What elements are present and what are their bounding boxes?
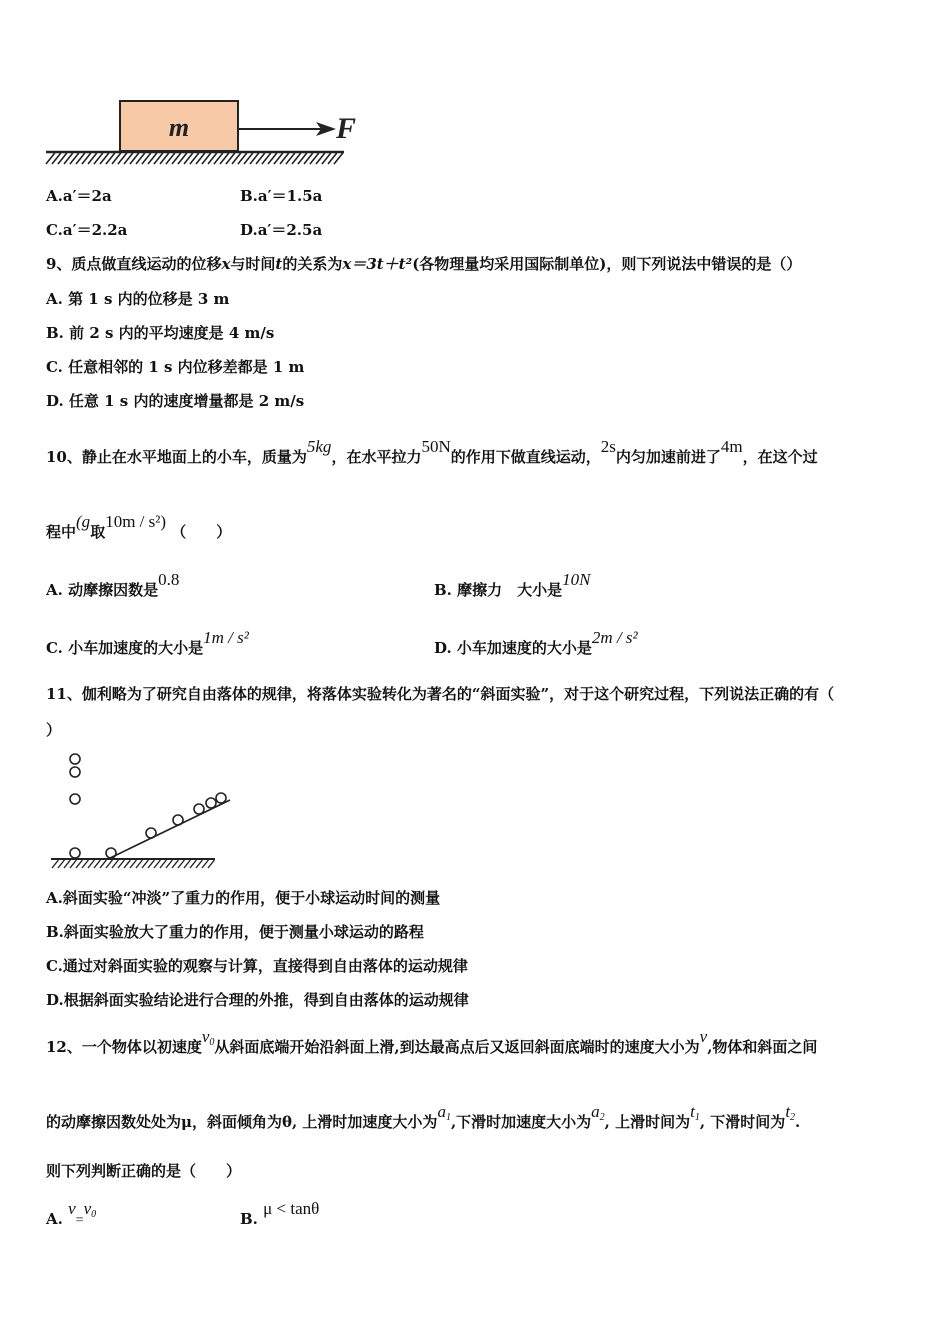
q11-stem-line2: ） [46,721,62,739]
rolling-ball-2 [146,828,156,838]
q10-option-b-label: B. 摩擦力 大小是 [434,581,563,599]
q12-a2-sub: 2 [599,1112,605,1123]
q8-option-b[interactable]: B.a′＝1.5a [240,187,323,205]
hatch-mark [118,860,124,868]
q12-option-b-label: B. [240,1210,258,1228]
q9-option-c[interactable]: C. 任意相邻的 1 s 内位移差都是 1 m [46,358,305,376]
q10-option-a[interactable] [46,570,180,600]
q9-stem-post: (各物理量均采用国际制单位)，则下列说法中错误的是（） [412,255,802,273]
q12-v0-symbol: v [201,1027,210,1046]
q10-option-d-value: 2m / s² [591,628,638,647]
q12-option-b[interactable] [240,1199,320,1229]
q10-stem-3: 的作用下做直线运动， [450,448,601,466]
falling-ball-3 [70,794,80,804]
q12-a2-symbol: a [591,1102,600,1121]
hatch-mark [196,860,202,868]
q10-option-c-label: C. 小车加速度的大小是 [46,639,204,657]
q9-var-t: t [275,255,283,273]
falling-ball-1 [70,754,80,764]
q10-option-d[interactable] [434,628,638,658]
hatch-mark [64,860,70,868]
q10-stem-4: 内匀加速前进了 [615,448,721,466]
rolling-ball-5 [206,798,216,808]
q10-dist: 4m [720,437,743,456]
hatch-mark [82,860,88,868]
q12-t1-sub: 1 [694,1112,700,1123]
q12-line2-c: , 上滑时间为 [604,1113,691,1131]
q10-mass: 5kg [306,437,332,456]
q12-a1 [437,1102,451,1121]
hatch-mark [142,860,148,868]
q12-a2 [591,1102,605,1121]
hatch-mark [184,860,190,868]
q12-t1-symbol: t [690,1102,695,1121]
q12-t2-sub: 2 [790,1112,796,1123]
hatch-mark [136,860,142,868]
q10-stem-5: ，在这个过 [742,448,818,466]
q12-line2-a: 的动摩擦因数处处为μ，斜面倾角为θ, 上滑时加速度大小为 [46,1113,438,1131]
q10-line2-pre: 程中 [46,523,77,541]
q10-option-b[interactable] [434,570,591,600]
q12-stem-2: 从斜面底端开始沿斜面上滑,到达最高点后又返回斜面底端时的速度大小为 [214,1038,700,1056]
incline-experiment-figure [48,750,228,870]
hatch-mark [94,860,100,868]
q9-option-a[interactable]: A. 第 1 s 内的位移是 3 m [46,290,230,308]
q10-option-c[interactable] [46,628,249,658]
q10-force: 50N [421,437,451,456]
q8-option-a[interactable]: A.a′＝2a [46,187,112,205]
q11-stem-line1: 11、伽利略为了研究自由落体的规律，将落体实验转化为著名的“斜面实验”，对于这个研究过程，下列说法正确的有（ [46,685,835,703]
q12-line2-b: ,下滑时加速度大小为 [450,1113,592,1131]
q9-formula: x＝3t＋t² [342,255,413,273]
hatch-mark [130,860,136,868]
q9-stem-mid1: 与时间 [230,255,276,273]
hatch-mark [70,860,76,868]
q12-option-a-eq: = [75,1213,84,1228]
hatch-mark [112,860,118,868]
q10-option-c-value: 1m / s² [203,628,249,647]
q10-option-a-label: A. 动摩擦因数是 [46,581,159,599]
hatch-mark [166,860,172,868]
q12-stem-1: 12、一个物体以初速度 [46,1038,202,1056]
hatch-mark [76,860,82,868]
ground-hatch-2 [52,860,214,868]
q11-option-d[interactable]: D.根据斜面实验结论进行合理的外推，得到自由落体的运动规律 [46,991,469,1009]
mass-label: m [168,113,190,142]
q9-var-x: x [221,255,231,273]
q11-option-c[interactable]: C.通过对斜面实验的观察与计算，直接得到自由落体的运动规律 [46,957,468,975]
q12-a1-symbol: a [437,1102,446,1121]
q9-option-d[interactable]: D. 任意 1 s 内的速度增量都是 2 m/s [46,392,305,410]
q11-option-b[interactable]: B.斜面实验放大了重力的作用，便于测量小球运动的路程 [46,923,424,941]
q10-stem-line2 [46,512,232,542]
q10-stem-line1 [46,437,818,467]
hatch-mark [106,860,112,868]
q12-v0 [202,1027,215,1046]
q12-option-b-expr: μ < tanθ [263,1199,320,1218]
force-label: F [336,112,357,145]
hatch-mark [172,860,178,868]
q10-time: 2s [600,437,616,456]
q10-line2-post: （ ） [171,523,232,541]
hatch-mark [52,860,58,868]
q12-option-a-v0-sub: 0 [91,1209,97,1220]
q12-v: v [699,1027,708,1046]
hatch-mark [58,860,64,868]
q10-g-mid: 取 [90,523,106,541]
q11-option-a[interactable]: A.斜面实验“冲淡”了重力的作用，便于小球运动时间的测量 [46,889,441,907]
q9-stem-pre: 9、质点做直线运动的位移 [46,255,222,273]
falling-ball-2 [70,767,80,777]
q12-stem-line1 [46,1027,818,1060]
q9-option-b[interactable]: B. 前 2 s 内的平均速度是 4 m/s [46,324,275,342]
rolling-ball-4 [194,804,204,814]
q12-t2-symbol: t [785,1102,791,1121]
q8-option-d[interactable]: D.a′＝2.5a [240,221,323,239]
hatch-mark [148,860,154,868]
q12-stem-line2 [46,1102,801,1135]
q10-option-d-label: D. 小车加速度的大小是 [434,639,592,657]
q9-stem-mid2: 的关系为 [282,255,343,273]
falling-ball-4 [70,848,80,858]
q12-option-a-label: A. [46,1210,63,1228]
q10-g-value: 10m / s²) [105,512,167,531]
q12-option-a-v0-symbol: v [83,1199,92,1218]
hatch-mark [154,860,160,868]
q12-option-a[interactable] [46,1199,97,1232]
q10-g-open: (g [76,512,91,531]
hatch-mark [124,860,130,868]
q10-option-b-value: 10N [562,570,591,589]
q8-option-c[interactable]: C.a′＝2.2a [46,221,128,239]
hatch-mark [178,860,184,868]
q12-option-a-v0 [84,1199,97,1218]
hatch-mark [190,860,196,868]
rolling-ball-6 [216,793,226,803]
q9-stem [46,254,801,274]
hatch-mark [208,860,214,868]
q12-a1-sub: 1 [445,1112,451,1123]
q12-v0-sub: 0 [209,1037,215,1048]
incline-plane [108,800,230,859]
q10-stem-1: 10、静止在水平地面上的小车，质量为 [46,448,307,466]
hatch-mark [100,860,106,868]
q12-stem-3: ,物体和斜面之间 [707,1038,818,1056]
rolling-ball-3 [173,815,183,825]
q12-line2-d: , 下滑时间为 [699,1113,786,1131]
ground-hatch [46,153,343,164]
rolling-ball-1 [106,848,116,858]
hatch-mark [160,860,166,868]
q12-option-a-v: v [68,1199,76,1218]
q12-stem-line3: 则下列判断正确的是（ ） [46,1162,242,1180]
hatch-mark [88,860,94,868]
q12-line2-e: . [795,1113,801,1131]
q12-t2 [785,1102,795,1121]
hatch-mark [202,860,208,868]
q10-option-a-value: 0.8 [158,570,180,589]
q12-t1 [690,1102,700,1121]
q10-stem-2: ，在水平拉力 [331,448,422,466]
block-force-figure [44,96,374,166]
